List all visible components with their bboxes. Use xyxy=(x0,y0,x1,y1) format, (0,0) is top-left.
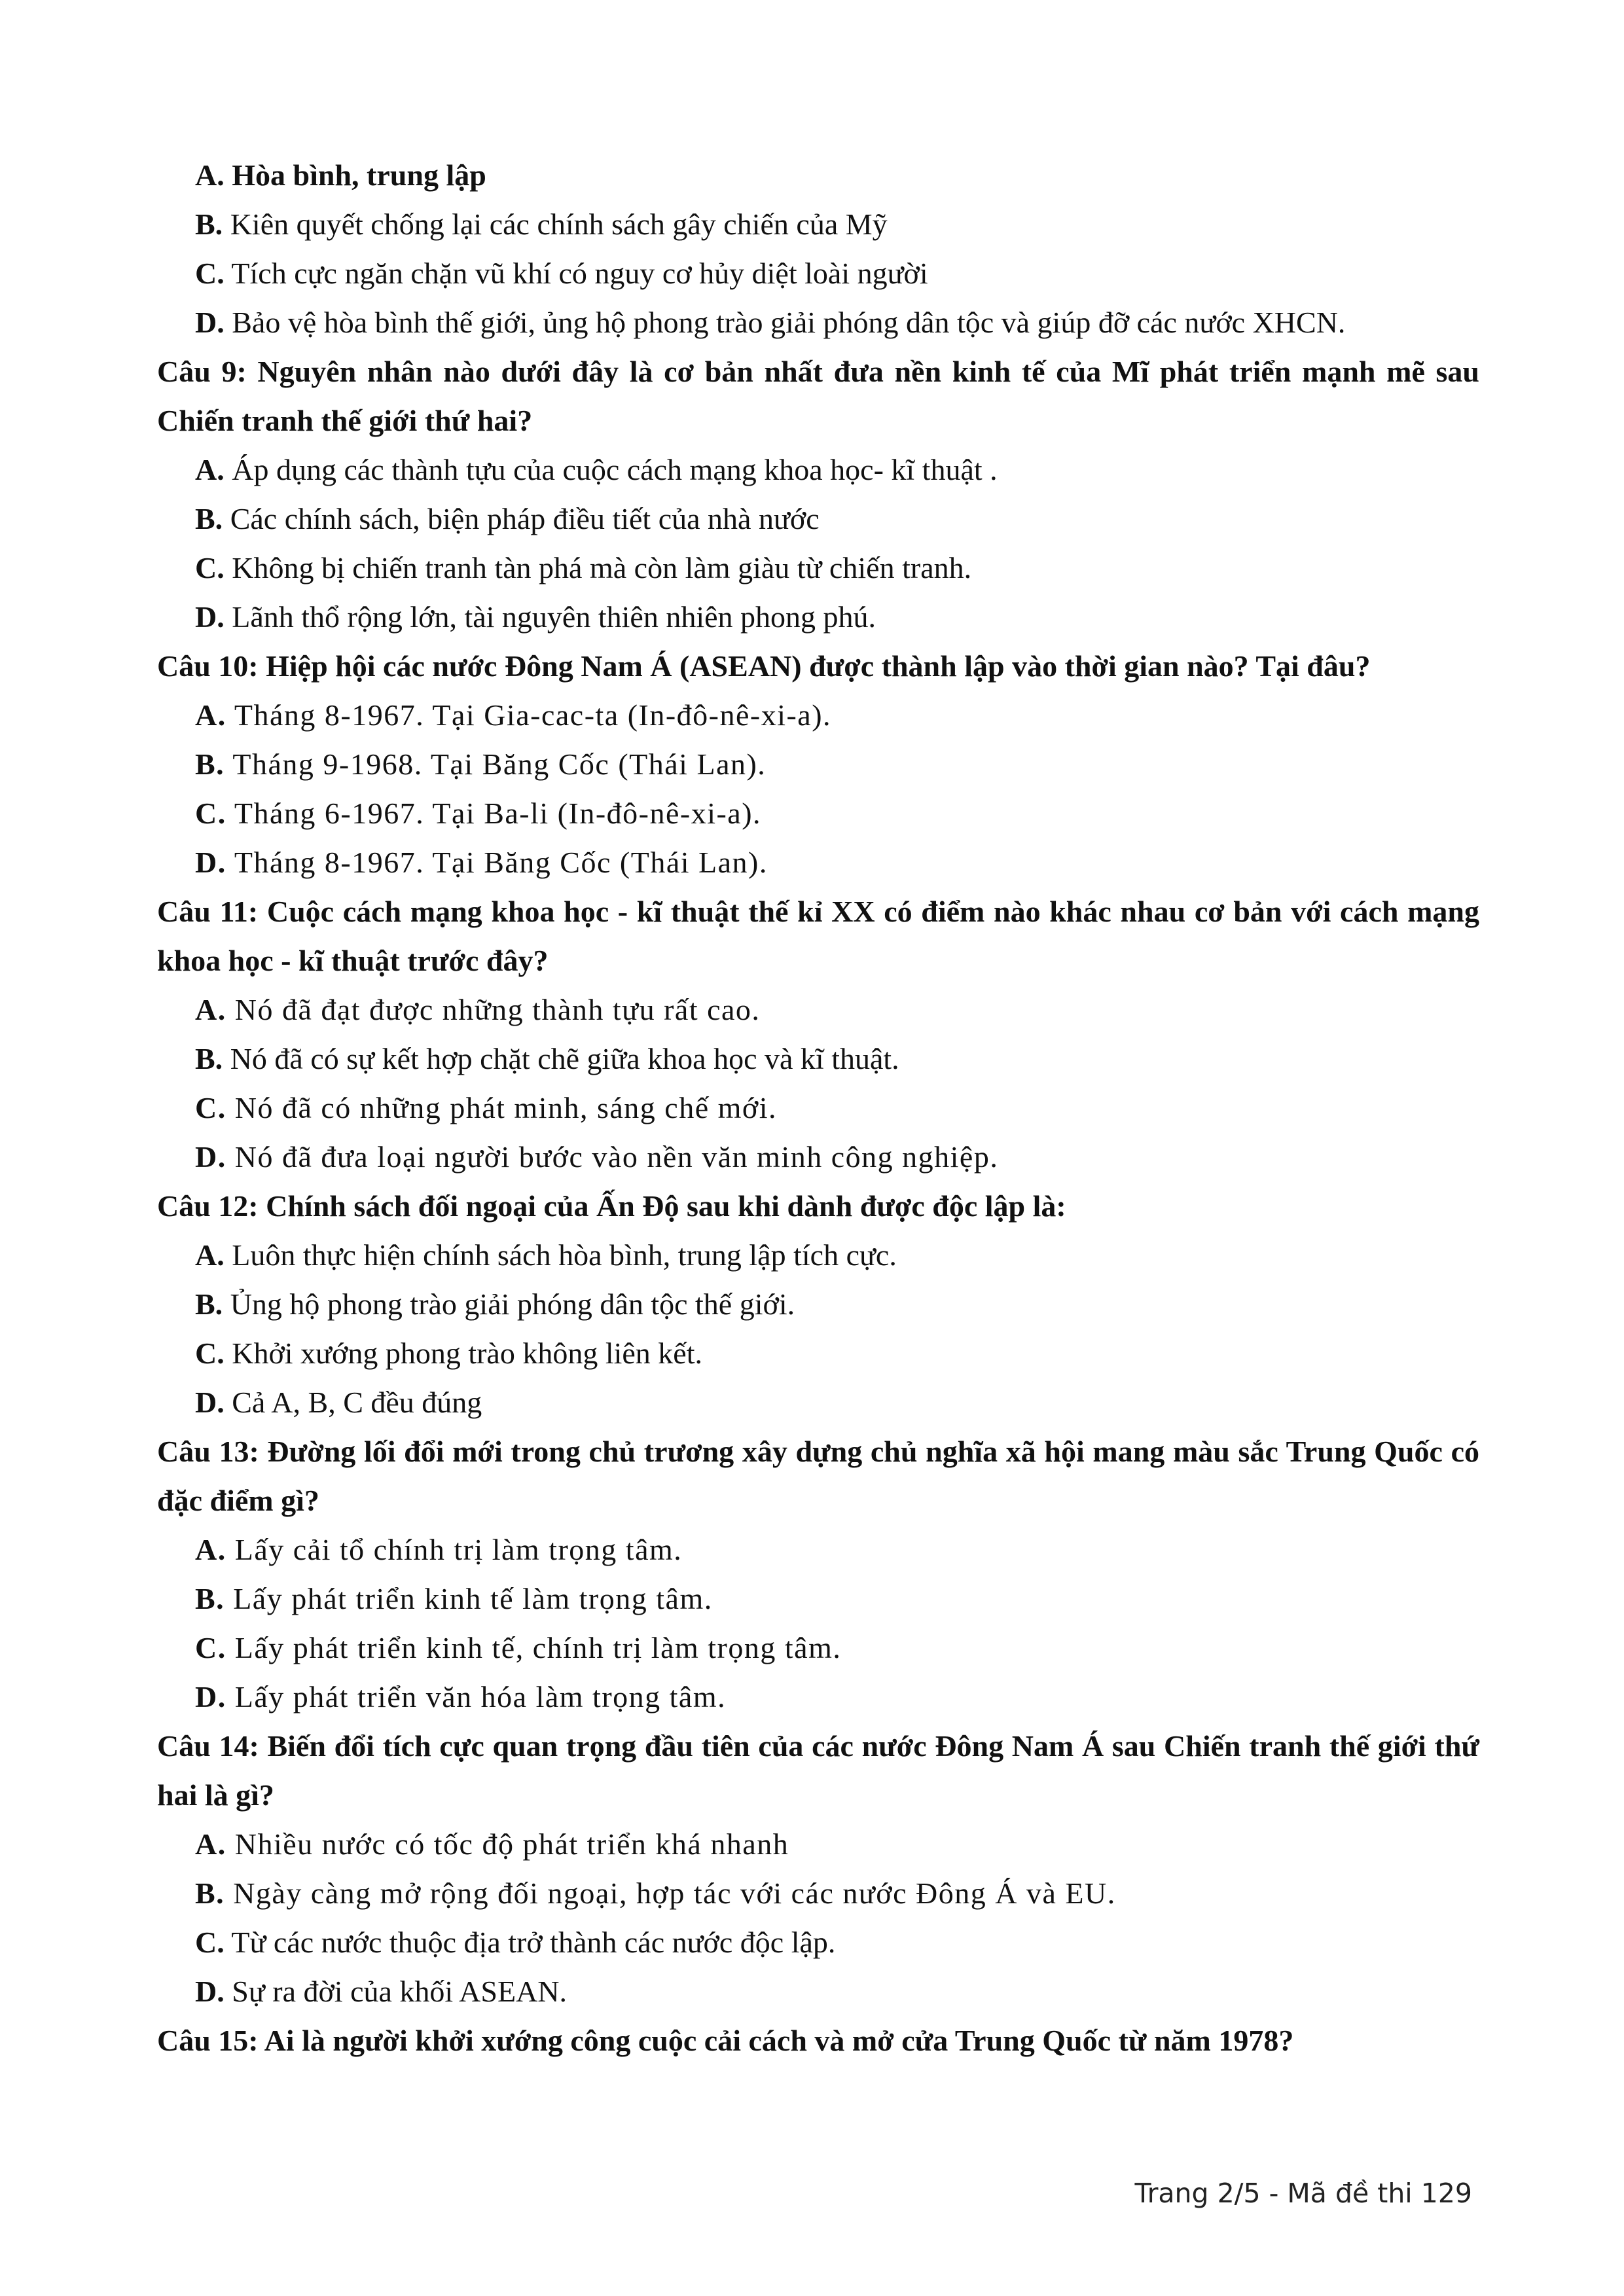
question-9: Câu 9: Nguyên nhân nào dưới đây là cơ bản nhất đưa nền kinh tế của Mĩ phát triển mạnh mẽ sau Chiến tranh thế giới thứ hai? xyxy=(157,355,1479,437)
q14-option-a: A. Nhiều nước có tốc độ phát triển khá nhanh xyxy=(195,1827,789,1861)
question-14: Câu 14: Biến đổi tích cực quan trọng đầu tiên của các nước Đông Nam Á sau Chiến tranh thế giới thứ hai là gì? xyxy=(157,1729,1479,1812)
q13-option-c: C. Lấy phát triển kinh tế, chính trị làm trọng tâm. xyxy=(195,1631,842,1664)
q12-option-a: A. Luôn thực hiện chính sách hòa bình, trung lập tích cực. xyxy=(195,1238,897,1272)
q10-option-b: B. Tháng 9-1968. Tại Băng Cốc (Thái Lan). xyxy=(195,747,767,781)
q8-option-c: C. Tích cực ngăn chặn vũ khí có nguy cơ hủy diệt loài người xyxy=(195,257,928,290)
q11-option-a: A. Nó đã đạt được những thành tựu rất cao. xyxy=(195,993,761,1026)
q10-option-a: A. Tháng 8-1967. Tại Gia-cac-ta (In-đô-nê-xi-a). xyxy=(195,698,832,732)
q14-option-c: C. Từ các nước thuộc địa trở thành các nước độc lập. xyxy=(195,1926,836,1959)
question-13: Câu 13: Đường lối đổi mới trong chủ trương xây dựng chủ nghĩa xã hội mang màu sắc Trung Quốc có đặc điểm gì? xyxy=(157,1435,1479,1517)
q11-option-b: B. Nó đã có sự kết hợp chặt chẽ giữa khoa học và kĩ thuật. xyxy=(195,1042,899,1075)
q11-option-c: C. Nó đã có những phát minh, sáng chế mới. xyxy=(195,1091,778,1124)
q12-option-d: D. Cả A, B, C đều đúng xyxy=(195,1386,482,1419)
q9-option-b: B. Các chính sách, biện pháp điều tiết của nhà nước xyxy=(195,502,820,535)
q9-option-d: D. Lãnh thổ rộng lớn, tài nguyên thiên nhiên phong phú. xyxy=(195,600,876,634)
q8-option-b: B. Kiên quyết chống lại các chính sách gây chiến của Mỹ xyxy=(195,207,888,241)
q8-option-a: A. Hòa bình, trung lập xyxy=(195,158,486,192)
q12-option-c: C. Khởi xướng phong trào không liên kết. xyxy=(195,1336,703,1370)
q8-option-d: D. Bảo vệ hòa bình thế giới, ủng hộ phong trào giải phóng dân tộc và giúp đỡ các nước XHCN. xyxy=(195,306,1346,339)
q14-option-d: D. Sự ra đời của khối ASEAN. xyxy=(195,1975,568,2008)
question-10: Câu 10: Hiệp hội các nước Đông Nam Á (ASEAN) được thành lập vào thời gian nào? Tại đâu? xyxy=(157,649,1371,683)
exam-page xyxy=(157,151,1479,2065)
question-11: Câu 11: Cuộc cách mạng khoa học - kĩ thuật thế kỉ XX có điểm nào khác nhau cơ bản với cách mạng khoa học - kĩ thuật trước đây? xyxy=(157,895,1479,977)
question-15: Câu 15: Ai là người khởi xướng công cuộc cải cách và mở cửa Trung Quốc từ năm 1978? xyxy=(157,2024,1294,2057)
q13-option-a: A. Lấy cải tổ chính trị làm trọng tâm. xyxy=(195,1533,683,1566)
q14-option-b: B. Ngày càng mở rộng đối ngoại, hợp tác với các nước Đông Á và EU. xyxy=(195,1876,1116,1910)
question-12: Câu 12: Chính sách đối ngoại của Ấn Độ sau khi dành được độc lập là: xyxy=(157,1189,1066,1223)
q12-option-b: B. Ủng hộ phong trào giải phóng dân tộc thế giới. xyxy=(195,1287,795,1321)
q10-option-c: C. Tháng 6-1967. Tại Ba-li (In-đô-nê-xi-a). xyxy=(195,797,762,830)
page-footer: Trang 2/5 - Mã đề thi 129 xyxy=(1134,2178,1472,2209)
q13-option-d: D. Lấy phát triển văn hóa làm trọng tâm. xyxy=(195,1680,727,1713)
q13-option-b: B. Lấy phát triển kinh tế làm trọng tâm. xyxy=(195,1582,713,1615)
q11-option-d: D. Nó đã đưa loại người bước vào nền văn minh công nghiệp. xyxy=(195,1140,999,1174)
q10-option-d: D. Tháng 8-1967. Tại Băng Cốc (Thái Lan). xyxy=(195,846,768,879)
q9-option-c: C. Không bị chiến tranh tàn phá mà còn làm giàu từ chiến tranh. xyxy=(195,551,972,584)
q9-option-a: A. Áp dụng các thành tựu của cuộc cách mạng khoa học- kĩ thuật . xyxy=(195,453,998,486)
